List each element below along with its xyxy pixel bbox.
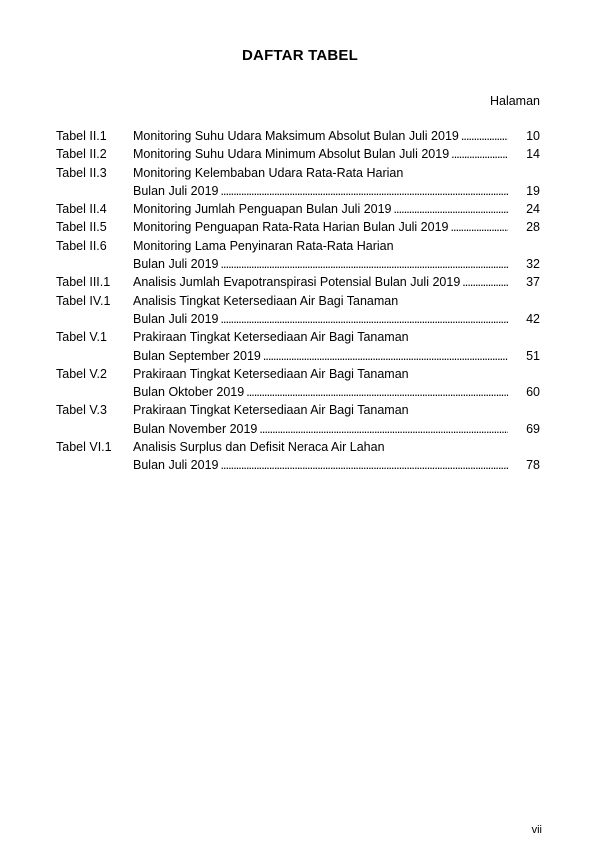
toc-line xyxy=(56,328,540,346)
caption-wrap xyxy=(133,456,508,474)
toc-entry[interactable] xyxy=(56,365,540,402)
table-code: Tabel II.4 xyxy=(56,202,107,217)
toc-entry[interactable] xyxy=(56,164,540,201)
toc-line xyxy=(56,182,540,200)
toc-entry[interactable] xyxy=(56,292,540,329)
page-ref: 78 xyxy=(526,458,540,473)
toc-entry[interactable] xyxy=(56,200,540,218)
page-ref: 10 xyxy=(526,129,540,143)
table-caption: Monitoring Suhu Udara Maksimum Absolut Bulan Juli 2019 xyxy=(133,129,459,143)
caption-wrap xyxy=(133,145,508,163)
caption-wrap xyxy=(133,401,508,419)
page-ref: 42 xyxy=(526,311,540,326)
caption-wrap xyxy=(133,218,508,236)
toc-line xyxy=(56,365,540,383)
table-caption: Analisis Jumlah Evapotranspirasi Potensial Bulan Juli 2019 xyxy=(133,275,461,290)
caption-wrap xyxy=(133,255,508,273)
toc-line xyxy=(56,401,540,419)
page-number: vii xyxy=(531,824,542,836)
toc-entry[interactable] xyxy=(56,237,540,274)
table-code: Tabel II.5 xyxy=(56,220,107,235)
dot-leader xyxy=(218,456,508,474)
toc-entry[interactable] xyxy=(56,127,540,145)
dot-leader xyxy=(460,273,508,291)
table-code: Tabel V.2 xyxy=(56,366,107,381)
toc-line xyxy=(56,438,540,456)
toc-entry[interactable] xyxy=(56,145,540,163)
page-ref: 37 xyxy=(526,275,540,290)
dot-leader xyxy=(459,127,508,145)
page-ref: 32 xyxy=(526,257,540,272)
dot-leader xyxy=(257,420,508,438)
dot-leader xyxy=(218,310,508,328)
caption-wrap xyxy=(133,420,508,438)
dot-leader xyxy=(448,218,508,236)
toc-line xyxy=(56,456,540,474)
caption-wrap xyxy=(133,292,508,310)
toc-line xyxy=(56,237,540,255)
table-code: Tabel II.3 xyxy=(56,165,107,180)
table-caption: Bulan Juli 2019 xyxy=(133,257,219,272)
table-code: Tabel II.2 xyxy=(56,147,107,162)
caption-wrap xyxy=(133,127,508,145)
dot-leader xyxy=(449,145,508,163)
page-title: DAFTAR TABEL xyxy=(242,47,358,64)
table-caption: Bulan Juli 2019 xyxy=(133,458,219,473)
toc-line xyxy=(56,145,540,163)
table-caption: Analisis Tingkat Ketersediaan Air Bagi Tanaman xyxy=(133,293,399,308)
table-caption: Prakiraan Tingkat Ketersediaan Air Bagi Tanaman xyxy=(133,403,409,418)
dot-leader xyxy=(218,255,508,273)
table-code: Tabel II.1 xyxy=(56,129,107,143)
caption-wrap xyxy=(133,182,508,200)
caption-wrap xyxy=(133,200,508,218)
table-code: Tabel VI.1 xyxy=(56,440,112,455)
caption-wrap xyxy=(133,328,508,346)
toc-line xyxy=(56,127,540,145)
table-code: Tabel IV.1 xyxy=(56,293,111,308)
caption-wrap xyxy=(133,365,508,383)
caption-wrap xyxy=(133,164,508,182)
table-caption: Monitoring Penguapan Rata-Rata Harian Bulan Juli 2019 xyxy=(133,220,449,235)
caption-wrap xyxy=(133,383,508,401)
table-caption: Prakiraan Tingkat Ketersediaan Air Bagi Tanaman xyxy=(133,330,409,345)
table-caption: Bulan Oktober 2019 xyxy=(133,385,245,400)
table-list xyxy=(56,127,540,475)
toc-entry[interactable] xyxy=(56,438,540,475)
table-code: Tabel III.1 xyxy=(56,275,111,290)
page-ref: 24 xyxy=(526,202,540,217)
caption-wrap xyxy=(133,438,508,456)
toc-line xyxy=(56,310,540,328)
table-caption: Monitoring Suhu Udara Minimum Absolut Bulan Juli 2019 xyxy=(133,147,450,162)
dot-leader xyxy=(392,200,508,218)
toc-entry[interactable] xyxy=(56,401,540,438)
toc-line xyxy=(56,164,540,182)
toc-line xyxy=(56,273,540,291)
toc-line xyxy=(56,420,540,438)
dot-leader xyxy=(261,347,508,365)
table-caption: Monitoring Jumlah Penguapan Bulan Juli 2019 xyxy=(133,202,392,217)
page-column-header: Halaman xyxy=(489,94,540,108)
caption-wrap xyxy=(133,273,508,291)
caption-wrap xyxy=(133,237,508,255)
table-caption: Analisis Surplus dan Defisit Neraca Air Lahan xyxy=(133,440,385,455)
page-ref: 51 xyxy=(526,348,540,363)
dot-leader xyxy=(218,182,508,200)
page-ref: 28 xyxy=(526,220,540,235)
page-ref: 69 xyxy=(526,421,540,436)
table-caption: Bulan November 2019 xyxy=(133,421,258,436)
toc-entry[interactable] xyxy=(56,218,540,236)
caption-wrap xyxy=(133,310,508,328)
toc-line xyxy=(56,383,540,401)
table-code: Tabel II.6 xyxy=(56,238,107,253)
table-caption: Bulan Juli 2019 xyxy=(133,183,219,198)
toc-entry[interactable] xyxy=(56,328,540,365)
page-ref: 60 xyxy=(526,385,540,400)
table-caption: Prakiraan Tingkat Ketersediaan Air Bagi Tanaman xyxy=(133,366,409,381)
table-caption: Monitoring Kelembaban Udara Rata-Rata Harian xyxy=(133,165,404,180)
toc-line xyxy=(56,347,540,365)
table-caption: Monitoring Lama Penyinaran Rata-Rata Harian xyxy=(133,238,394,253)
toc-line xyxy=(56,200,540,218)
toc-line xyxy=(56,292,540,310)
dot-leader xyxy=(244,383,508,401)
toc-line xyxy=(56,218,540,236)
page-ref: 14 xyxy=(526,147,540,162)
table-caption: Bulan September 2019 xyxy=(133,348,261,363)
table-code: Tabel V.1 xyxy=(56,330,107,345)
page-ref: 19 xyxy=(526,183,540,198)
caption-wrap xyxy=(133,347,508,365)
table-caption: Bulan Juli 2019 xyxy=(133,311,219,326)
toc-line xyxy=(56,255,540,273)
table-code: Tabel V.3 xyxy=(56,403,107,418)
toc-entry[interactable] xyxy=(56,273,540,291)
